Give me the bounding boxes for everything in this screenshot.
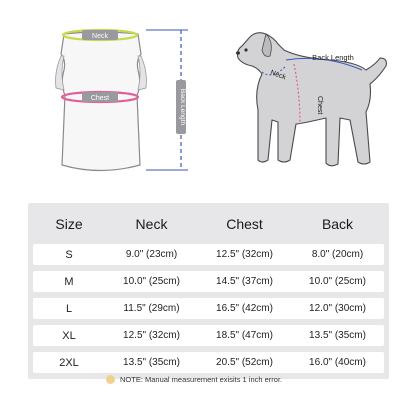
table-row — [33, 298, 384, 319]
table-row — [33, 325, 384, 346]
cell-chest: 20.5" (52cm) — [216, 357, 273, 368]
header-back: Back — [321, 215, 354, 232]
note — [106, 375, 282, 384]
cell-neck: 11.5" (29cm) — [123, 303, 180, 314]
garment-chest-label: Chest — [90, 95, 110, 102]
header-neck: Neck — [135, 215, 168, 232]
cell-neck: 10.0" (25cm) — [123, 276, 180, 287]
cell-back: 12.0" (30cm) — [309, 303, 366, 314]
note-text: NOTE: Manual measurement exisits 1 inch error. — [120, 375, 283, 384]
cell-size: XL — [62, 329, 76, 342]
cell-back: 10.0" (25cm) — [309, 276, 366, 287]
cell-neck: 13.5" (35cm) — [123, 357, 180, 368]
cell-size: M — [64, 275, 74, 288]
garment-back-length-label: Back Length — [179, 88, 186, 126]
cell-chest: 16.5" (42cm) — [216, 303, 273, 314]
cell-size: L — [65, 302, 73, 315]
cell-size: 2XL — [59, 356, 79, 369]
header-chest: Chest — [226, 215, 263, 232]
table-row — [33, 244, 384, 265]
cell-neck: 12.5" (32cm) — [123, 330, 180, 341]
cell-back: 16.0" (40cm) — [309, 357, 366, 368]
dog-illustration — [236, 33, 386, 166]
garment-neck-label: Neck — [92, 33, 108, 40]
dog-chest-label: Chest — [316, 96, 323, 115]
dog-back-length-label: Back Length — [312, 53, 354, 62]
header-size: Size — [55, 215, 83, 232]
size-table — [28, 203, 389, 379]
diagram-svg — [0, 0, 416, 200]
lightbulb-icon — [106, 375, 115, 384]
measurement-diagram — [0, 0, 416, 200]
table-row — [33, 352, 384, 373]
cell-chest: 12.5" (32cm) — [216, 249, 273, 260]
cell-chest: 18.5" (47cm) — [216, 330, 273, 341]
cell-size: S — [65, 248, 73, 261]
dog-neck-label: Neck — [269, 69, 287, 82]
cell-chest: 14.5" (37cm) — [216, 276, 273, 287]
cell-back: 8.0" (20cm) — [311, 249, 364, 260]
cell-neck: 9.0" (23cm) — [125, 249, 178, 260]
table-row — [33, 271, 384, 292]
table-header — [33, 209, 384, 238]
garment-illustration — [56, 30, 188, 171]
cell-back: 13.5" (35cm) — [309, 330, 366, 341]
